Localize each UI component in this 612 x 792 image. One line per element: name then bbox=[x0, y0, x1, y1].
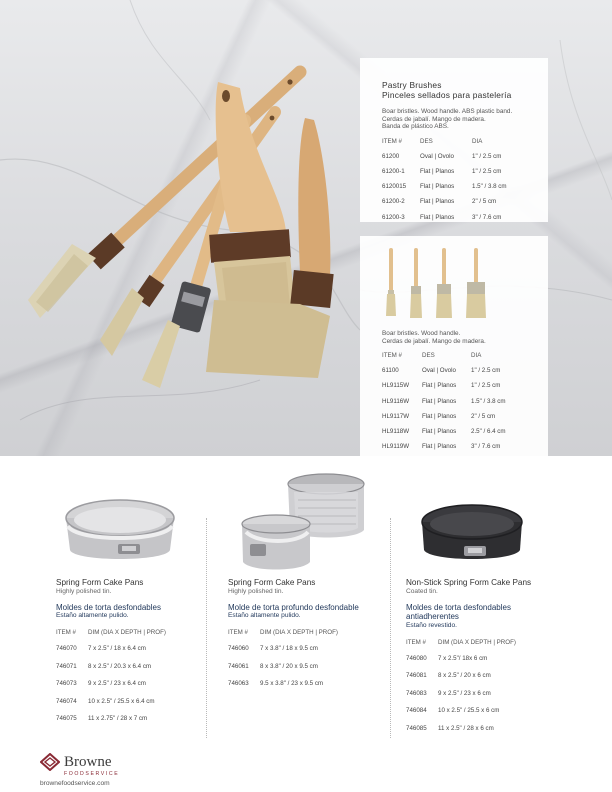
cell: Flat | Planos bbox=[420, 167, 455, 175]
cell: 1.5" / 3.8 cm bbox=[472, 183, 507, 191]
cell: 6120015 bbox=[382, 183, 407, 191]
cell: 746085 bbox=[406, 724, 427, 732]
cell: 61200-3 bbox=[382, 213, 405, 221]
pastry-brush-icon bbox=[384, 248, 398, 322]
product-image bbox=[406, 470, 556, 578]
panel-title-en: Pastry Brushes bbox=[382, 80, 442, 90]
col-header-des: DES bbox=[420, 137, 433, 145]
table-row bbox=[406, 690, 516, 708]
table-row bbox=[56, 680, 166, 698]
cell: Flat | Planos bbox=[422, 443, 457, 451]
cell: 61100 bbox=[382, 367, 399, 375]
cell: 746070 bbox=[56, 645, 77, 652]
table-header-row bbox=[228, 629, 338, 645]
cell: 10 x 2.5" / 25.5 x 6.4 cm bbox=[88, 697, 155, 705]
desc-line: Banda de plástico ABS. bbox=[382, 123, 449, 131]
table-row bbox=[56, 715, 166, 733]
cell: Flat | Planos bbox=[422, 397, 457, 405]
cell: 746075 bbox=[56, 715, 77, 722]
table-row bbox=[382, 398, 506, 413]
cell: 8 x 2.5" / 20.3 x 6.4 cm bbox=[88, 662, 152, 670]
col-header-dim: DIM (DIA X DEPTH | PROF) bbox=[88, 629, 166, 636]
table-row bbox=[406, 707, 516, 725]
cell: HL9115W bbox=[382, 382, 410, 390]
product-size-table bbox=[56, 629, 166, 733]
pastry-brush-icon bbox=[464, 248, 488, 322]
panel-description bbox=[382, 330, 534, 345]
cell: 11 x 2.75" / 28 x 7 cm bbox=[88, 715, 148, 722]
table-row bbox=[406, 655, 516, 673]
cell: HL9116W bbox=[382, 397, 410, 405]
pastry-spec-table bbox=[382, 138, 507, 229]
cell: 9 x 2.5" / 23 x 6 cm bbox=[438, 689, 491, 697]
table-row bbox=[406, 672, 516, 690]
product-subtitle-en: Highly polished tin. bbox=[228, 587, 284, 595]
product-size-table bbox=[406, 639, 516, 743]
table-row bbox=[382, 413, 506, 428]
cake-pan-icon bbox=[406, 470, 556, 578]
column-divider bbox=[390, 518, 391, 738]
cell: 61200-1 bbox=[382, 167, 405, 175]
desc-line: Cerdas de jabalí. Mango de madera. bbox=[382, 115, 486, 123]
cell: 2" / 5 cm bbox=[472, 198, 497, 206]
cell: 11 x 2.5" / 28 x 6 cm bbox=[438, 724, 494, 732]
col-header-item: ITEM # bbox=[382, 137, 402, 145]
table-row bbox=[382, 428, 506, 443]
desc-line: Boar bristles. Wood handle. bbox=[382, 330, 461, 337]
browne-logo-icon bbox=[40, 753, 60, 771]
cell: 746081 bbox=[406, 672, 427, 679]
table-row bbox=[382, 382, 506, 397]
product-spring-form bbox=[56, 470, 206, 733]
table-row bbox=[228, 663, 338, 681]
cell: 1" / 2.5 cm bbox=[472, 167, 502, 175]
product-deep-spring-form bbox=[228, 470, 378, 698]
table-row bbox=[382, 443, 506, 456]
desc-line: Cerdas de jabalí. Mango de madera. bbox=[382, 337, 486, 345]
product-size-table bbox=[228, 629, 338, 698]
cell: 1.5" / 3.8 cm bbox=[471, 397, 506, 405]
product-image bbox=[56, 470, 206, 578]
cell: 3" / 7.6 cm bbox=[472, 213, 502, 221]
table-row bbox=[228, 645, 338, 663]
cell: HL9118W bbox=[382, 427, 410, 435]
col-header-dim: DIM (DIA X DEPTH | PROF) bbox=[438, 638, 516, 646]
table-header-row bbox=[406, 639, 516, 655]
cell: Flat | Planos bbox=[422, 427, 457, 435]
column-divider bbox=[206, 518, 207, 738]
table-row bbox=[382, 183, 507, 198]
product-subtitle-en: Highly polished tin. bbox=[56, 587, 112, 595]
col-header-dim: DIM (DIA X DEPTH | PROF) bbox=[260, 629, 338, 636]
col-header-item: ITEM # bbox=[382, 352, 402, 360]
cell: HL9117W bbox=[382, 412, 410, 420]
boar-brushes-panel bbox=[360, 236, 548, 456]
cell: 9 x 2.5" / 23 x 6.4 cm bbox=[88, 680, 146, 687]
cell: Oval | Ovolo bbox=[422, 367, 456, 375]
pastry-brush-icon bbox=[408, 248, 424, 322]
logo-row bbox=[40, 753, 119, 771]
cell: 61200 bbox=[382, 152, 400, 160]
cell: 1" / 2.5 cm bbox=[471, 367, 501, 375]
cell: Flat | Planos bbox=[420, 183, 455, 191]
brand-name: Browne bbox=[64, 754, 112, 770]
table-row bbox=[382, 168, 507, 183]
cell: 9.5 x 3.8" / 23 x 9.5 cm bbox=[260, 680, 324, 687]
product-title-es: Moldes de torta desfondables bbox=[56, 602, 161, 612]
product-title-en: Spring Form Cake Pans bbox=[56, 578, 144, 587]
cell: 1" / 2.5 cm bbox=[472, 152, 502, 160]
table-row bbox=[382, 198, 507, 213]
table-header-row bbox=[382, 138, 507, 153]
cell: 7 x 2.5" / 18 x 6.4 cm bbox=[88, 645, 146, 652]
col-header-dia: DIA bbox=[472, 137, 483, 145]
product-subtitle-es: Estaño altamente pulido. bbox=[228, 612, 301, 619]
cell: 7 x 2.5"/ 18x 6 cm bbox=[438, 654, 488, 662]
table-row bbox=[56, 698, 166, 716]
cell: 2.5" / 6.4 cm bbox=[471, 427, 506, 435]
cell: 746061 bbox=[228, 662, 249, 670]
boar-spec-table bbox=[382, 352, 506, 456]
cell: HL9119W bbox=[382, 443, 410, 451]
col-header-dia: DIA bbox=[471, 352, 482, 360]
cell: 746060 bbox=[228, 645, 249, 652]
cake-pan-icon bbox=[56, 470, 206, 578]
cell: 8 x 2.5" / 20 x 6 cm bbox=[438, 672, 491, 679]
table-row bbox=[228, 680, 338, 698]
cell: 746073 bbox=[56, 680, 77, 687]
cell: Oval | Ovolo bbox=[420, 152, 454, 160]
table-row bbox=[56, 645, 166, 663]
cell: 1" / 2.5 cm bbox=[471, 382, 501, 390]
product-title-es: Molde de torta profundo desfondable bbox=[228, 602, 359, 612]
cell: 746083 bbox=[406, 689, 427, 697]
pastry-brushes-panel bbox=[360, 58, 548, 222]
cell: 7 x 3.8" / 18 x 9.5 cm bbox=[260, 645, 318, 652]
cell: 2" / 5 cm bbox=[471, 412, 496, 420]
product-subtitle-es: Estaño altamente pulido. bbox=[56, 612, 129, 619]
table-row bbox=[382, 214, 507, 229]
table-row bbox=[382, 153, 507, 168]
table-header-row bbox=[56, 629, 166, 645]
panel-description bbox=[382, 108, 534, 131]
cell: 746063 bbox=[228, 680, 249, 687]
col-header-item: ITEM # bbox=[228, 629, 248, 636]
cake-pan-icon bbox=[228, 470, 378, 578]
table-row bbox=[56, 663, 166, 681]
product-title-en: Spring Form Cake Pans bbox=[228, 578, 316, 587]
cell: 746080 bbox=[406, 654, 427, 662]
table-row bbox=[382, 367, 506, 382]
col-header-item: ITEM # bbox=[56, 629, 76, 636]
website-link[interactable]: brownefoodservice.com bbox=[40, 780, 110, 787]
cell: 3" / 7.6 cm bbox=[471, 443, 501, 451]
cell: 10 x 2.5" / 25.5 x 6 cm bbox=[438, 707, 500, 714]
cell: 8 x 3.8" / 20 x 9.5 cm bbox=[260, 662, 318, 670]
cell: Flat | Planos bbox=[422, 412, 457, 420]
panel-title-es: Pinceles sellados para pastelería bbox=[382, 90, 512, 100]
cell: 61200-2 bbox=[382, 198, 405, 206]
cell: Flat | Planos bbox=[420, 213, 455, 221]
cell: Flat | Planos bbox=[420, 198, 455, 206]
col-header-item: ITEM # bbox=[406, 638, 426, 646]
brand-subtitle: FOODSERVICE bbox=[64, 771, 120, 777]
cell: 746074 bbox=[56, 697, 77, 705]
product-subtitle-en: Coated tin. bbox=[406, 587, 438, 595]
product-image bbox=[228, 470, 378, 578]
browne-logo[interactable] bbox=[40, 753, 119, 787]
table-header-row bbox=[382, 352, 506, 367]
product-subtitle-es: Estaño revestido. bbox=[406, 621, 457, 629]
desc-line: Boar bristles. Wood handle. ABS plastic band. bbox=[382, 108, 513, 115]
cell: Flat | Planos bbox=[422, 382, 457, 390]
product-title-es: Moldes de torta desfondables antiadherentes bbox=[406, 602, 511, 621]
cell: 746071 bbox=[56, 662, 77, 670]
table-row bbox=[406, 725, 516, 743]
product-nonstick-spring-form bbox=[406, 470, 566, 742]
product-title-en: Non-Stick Spring Form Cake Pans bbox=[406, 578, 532, 587]
brush-lineup bbox=[384, 248, 534, 324]
col-header-des: DES bbox=[422, 352, 435, 360]
cell: 746084 bbox=[406, 707, 427, 714]
pastry-brush-icon bbox=[434, 248, 454, 322]
